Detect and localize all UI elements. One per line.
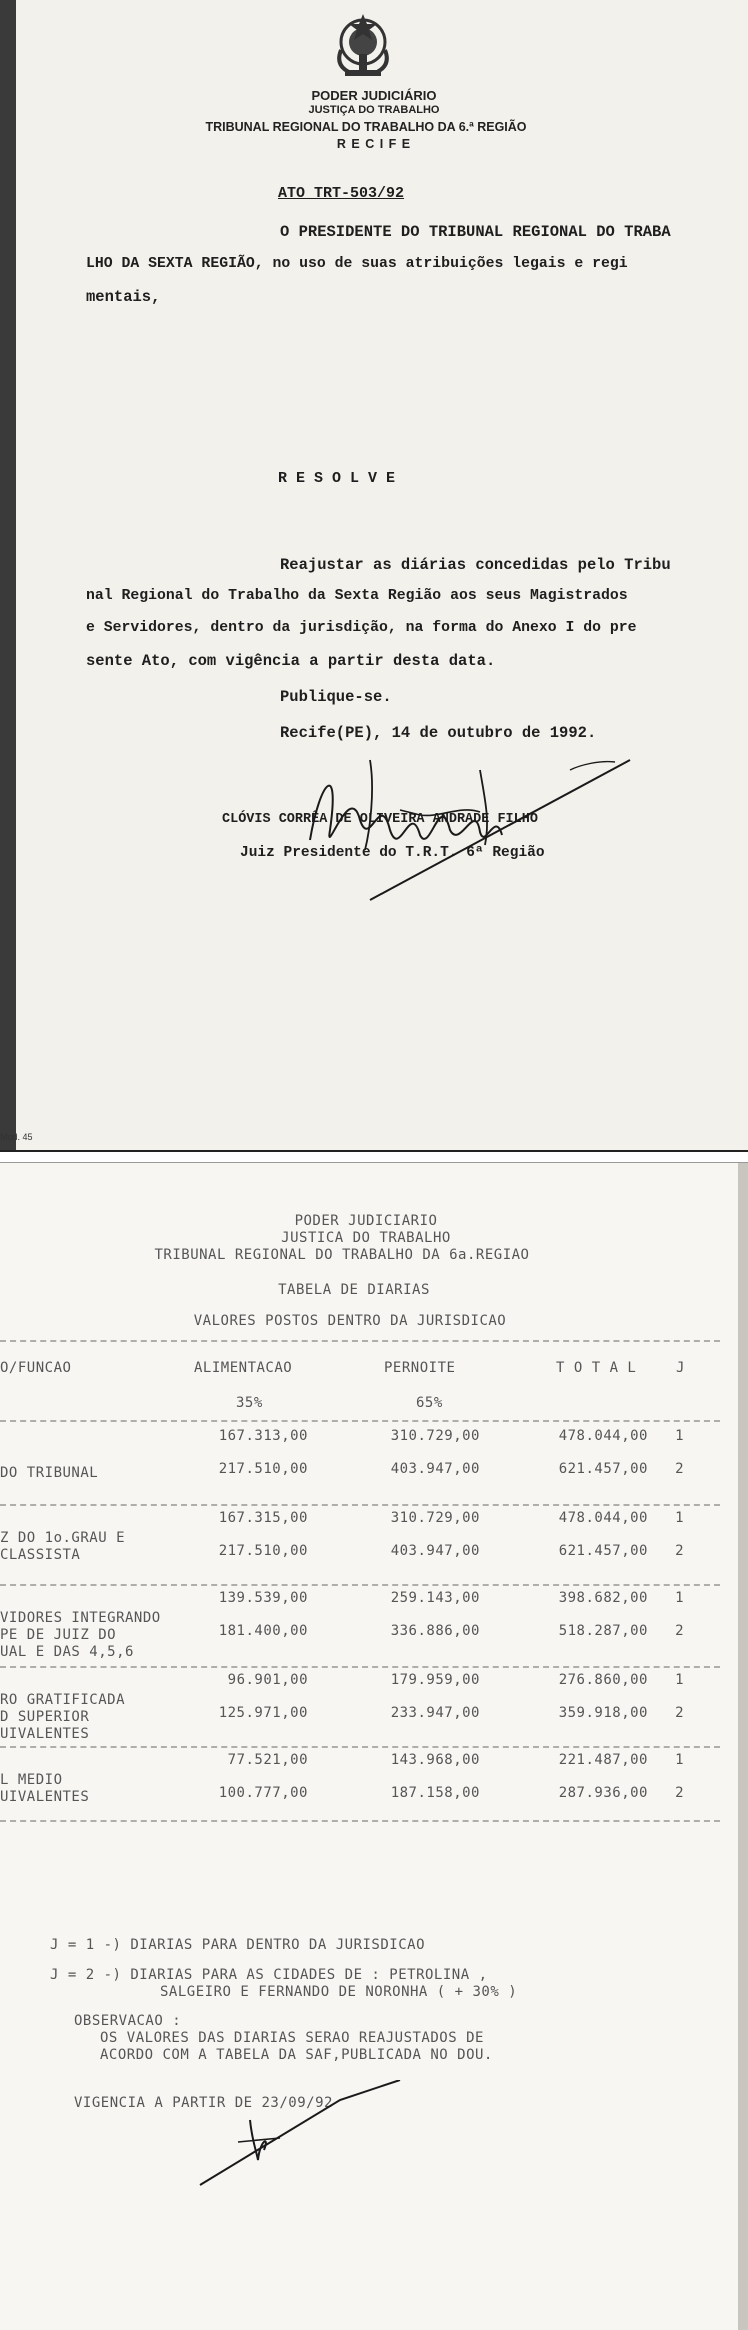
signer-name: CLÓVIS CORRÊA DE OLIVEIRA ANDRADE FILHO bbox=[222, 812, 538, 827]
group-label-line: CLASSISTA bbox=[0, 1547, 81, 1563]
cell-pernoite: 187.158,00 bbox=[390, 1785, 480, 1801]
column-header-alimentacao: ALIMENTACAO bbox=[194, 1360, 293, 1376]
cell-total: 621.457,00 bbox=[558, 1461, 648, 1477]
act-page bbox=[0, 0, 748, 1150]
preamble-line-2: LHO DA SEXTA REGIÃO, no uso de suas atribuições legais e regi bbox=[86, 256, 628, 272]
cell-alimentacao: 217.510,00 bbox=[218, 1543, 308, 1559]
cell-j: 1 bbox=[675, 1428, 684, 1444]
cell-alimentacao: 96.901,00 bbox=[227, 1672, 308, 1688]
note-j2-line1: J = 2 -) DIARIAS PARA AS CIDADES DE : PETROLINA , bbox=[50, 1967, 488, 1983]
cell-pernoite: 403.947,00 bbox=[390, 1543, 480, 1559]
table-group-rule bbox=[0, 1584, 720, 1586]
table-rule-top bbox=[0, 1340, 720, 1342]
column-header-total: T O T A L bbox=[556, 1360, 637, 1376]
preamble-line-3: mentais, bbox=[86, 288, 161, 306]
table-group-rule bbox=[0, 1504, 720, 1506]
cell-total: 398.682,00 bbox=[558, 1590, 648, 1606]
table-group-rule bbox=[0, 1666, 720, 1668]
body-line-2: nal Regional do Trabalho da Sexta Região aos seus Magistrados bbox=[86, 588, 628, 604]
page-edge-shadow bbox=[738, 1163, 748, 2330]
cell-alimentacao: 77.521,00 bbox=[227, 1752, 308, 1768]
cell-alimentacao: 100.777,00 bbox=[218, 1785, 308, 1801]
initials-signature bbox=[190, 2080, 420, 2190]
resolve-heading: R E S O L V E bbox=[278, 470, 396, 487]
page2-header-line1: PODER JUDICIARIO bbox=[294, 1213, 438, 1229]
table-group-rule bbox=[0, 1746, 720, 1748]
group-label-line: D SUPERIOR bbox=[0, 1709, 90, 1725]
cell-total: 621.457,00 bbox=[558, 1543, 648, 1559]
cell-j: 1 bbox=[675, 1672, 684, 1688]
note-j2-line2: SALGEIRO E FERNANDO DE NORONHA ( + 30% ) bbox=[160, 1984, 518, 2000]
cell-alimentacao: 217.510,00 bbox=[218, 1461, 308, 1477]
note-j1: J = 1 -) DIARIAS PARA DENTRO DA JURISDICAO bbox=[50, 1937, 426, 1953]
cell-total: 221.487,00 bbox=[558, 1752, 648, 1768]
form-model-label: Mod. 45 bbox=[0, 1132, 33, 1142]
group-label-line: L MEDIO bbox=[0, 1772, 63, 1788]
publique-line: Publique-se. bbox=[280, 688, 392, 706]
group-label-line: DO TRIBUNAL bbox=[0, 1465, 99, 1481]
group-label-line: RO GRATIFICADA bbox=[0, 1692, 126, 1708]
cell-pernoite: 336.886,00 bbox=[390, 1623, 480, 1639]
cell-alimentacao: 139.539,00 bbox=[218, 1590, 308, 1606]
page-separator bbox=[0, 1150, 748, 1163]
cell-total: 276.860,00 bbox=[558, 1672, 648, 1688]
cell-pernoite: 179.959,00 bbox=[390, 1672, 480, 1688]
body-line-3: e Servidores, dentro da jurisdição, na forma do Anexo I do pre bbox=[86, 620, 637, 636]
cell-j: 2 bbox=[675, 1461, 684, 1477]
observacao-line1: OS VALORES DAS DIARIAS SERAO REAJUSTADOS DE bbox=[100, 2030, 484, 2046]
page1-header-line1: PODER JUDICIÁRIO bbox=[311, 88, 437, 103]
cell-total: 478.044,00 bbox=[558, 1510, 648, 1526]
cell-pernoite: 259.143,00 bbox=[390, 1590, 480, 1606]
cell-total: 518.287,00 bbox=[558, 1623, 648, 1639]
coat-of-arms-emblem bbox=[331, 10, 395, 82]
observacao-line2: ACORDO COM A TABELA DA SAF,PUBLICADA NO DOU. bbox=[100, 2047, 493, 2063]
percent-pernoite: 65% bbox=[416, 1395, 443, 1411]
cell-j: 1 bbox=[675, 1510, 684, 1526]
cell-total: 478.044,00 bbox=[558, 1428, 648, 1444]
table-title: TABELA DE DIARIAS bbox=[278, 1282, 430, 1298]
cell-alimentacao: 167.313,00 bbox=[218, 1428, 308, 1444]
cell-j: 2 bbox=[675, 1543, 684, 1559]
handwritten-signature bbox=[280, 720, 640, 920]
act-title: ATO TRT-503/92 bbox=[278, 185, 405, 202]
cell-j: 1 bbox=[675, 1590, 684, 1606]
cell-j: 1 bbox=[675, 1752, 684, 1768]
cell-alimentacao: 125.971,00 bbox=[218, 1705, 308, 1721]
cell-total: 359.918,00 bbox=[558, 1705, 648, 1721]
group-label-line: VIDORES INTEGRANDO bbox=[0, 1610, 161, 1626]
cell-j: 2 bbox=[675, 1623, 684, 1639]
table-rule-header bbox=[0, 1420, 720, 1422]
signer-role: Juiz Presidente do T.R.T. 6ª Região bbox=[240, 845, 545, 861]
percent-alimentacao: 35% bbox=[236, 1395, 263, 1411]
table-rule-bottom bbox=[0, 1820, 720, 1822]
cell-pernoite: 403.947,00 bbox=[390, 1461, 480, 1477]
column-header-cargo: O/FUNCAO bbox=[0, 1360, 72, 1376]
page2-header-line2: JUSTICA DO TRABALHO bbox=[281, 1230, 451, 1246]
page1-header-line2: JUSTIÇA DO TRABALHO bbox=[308, 104, 440, 116]
group-label-line: UIVALENTES bbox=[0, 1726, 90, 1742]
group-label-line: PE DE JUIZ DO bbox=[0, 1627, 117, 1643]
cell-alimentacao: 167.315,00 bbox=[218, 1510, 308, 1526]
column-header-j: J bbox=[676, 1360, 685, 1376]
cell-total: 287.936,00 bbox=[558, 1785, 648, 1801]
preamble-line-1: O PRESIDENTE DO TRIBUNAL REGIONAL DO TRABA bbox=[280, 223, 671, 241]
cell-pernoite: 310.729,00 bbox=[390, 1428, 480, 1444]
page1-header-line4: R E C I F E bbox=[336, 137, 412, 151]
cell-alimentacao: 181.400,00 bbox=[218, 1623, 308, 1639]
vigencia-line: VIGENCIA A PARTIR DE 23/09/92 bbox=[74, 2095, 333, 2111]
body-line-4: sente Ato, com vigência a partir desta data. bbox=[86, 652, 496, 670]
cell-pernoite: 233.947,00 bbox=[390, 1705, 480, 1721]
date-line: Recife(PE), 14 de outubro de 1992. bbox=[280, 724, 597, 742]
observacao-label: OBSERVACAO : bbox=[74, 2013, 182, 2029]
column-header-pernoite: PERNOITE bbox=[384, 1360, 456, 1376]
group-label-line: Z DO 1o.GRAU E bbox=[0, 1530, 126, 1546]
cell-j: 2 bbox=[675, 1785, 684, 1801]
page1-header-line3: TRIBUNAL REGIONAL DO TRABALHO DA 6.ª REGIÃO bbox=[205, 120, 527, 134]
body-line-1: Reajustar as diárias concedidas pelo Tribu bbox=[280, 556, 671, 574]
cell-j: 2 bbox=[675, 1705, 684, 1721]
cell-pernoite: 143.968,00 bbox=[390, 1752, 480, 1768]
group-label-line: UIVALENTES bbox=[0, 1789, 90, 1805]
table-subtitle: VALORES POSTOS DENTRO DA JURISDICAO bbox=[193, 1313, 507, 1329]
group-label-line: UAL E DAS 4,5,6 bbox=[0, 1644, 134, 1660]
cell-pernoite: 310.729,00 bbox=[390, 1510, 480, 1526]
page2-header-line3: TRIBUNAL REGIONAL DO TRABALHO DA 6a.REGIAO bbox=[154, 1247, 530, 1263]
